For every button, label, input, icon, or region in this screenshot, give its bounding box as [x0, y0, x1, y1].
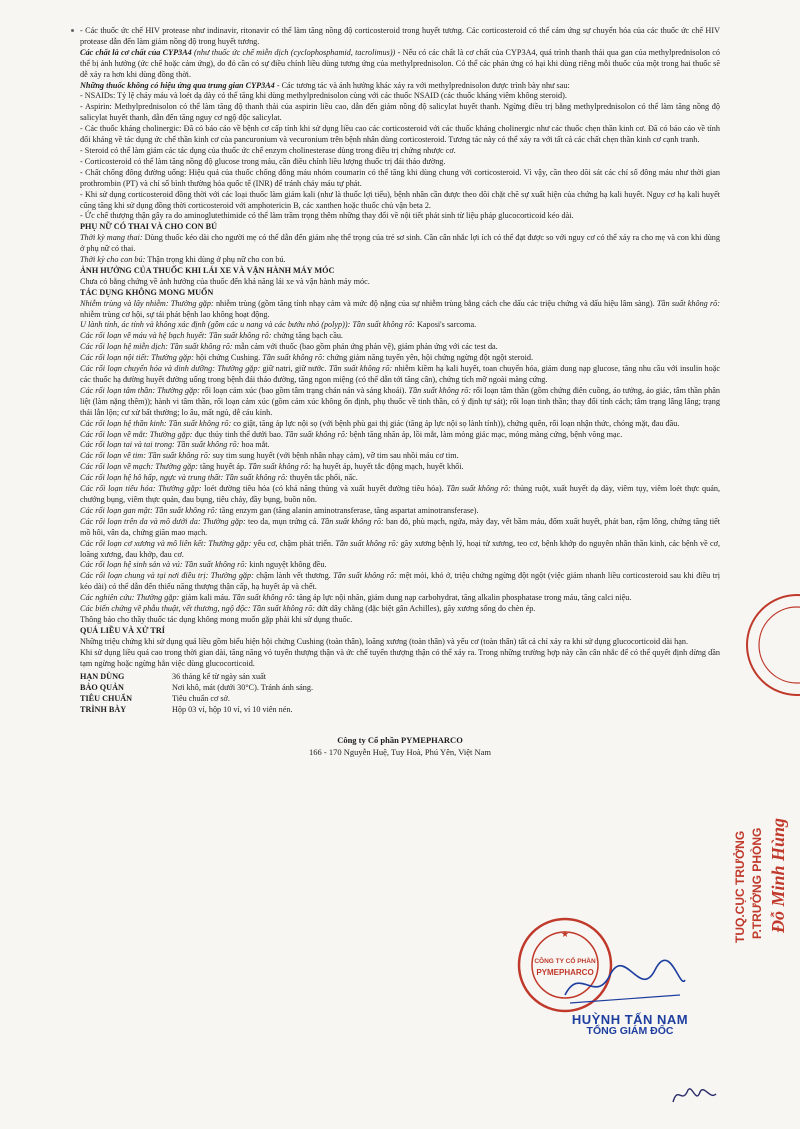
- text-run: loét đường tiêu hóa (có khả năng thủng và xuất huyết đường tiêu hóa).: [201, 484, 447, 494]
- text-run: Các rối loạn nội tiết: Thường gặp:: [80, 353, 194, 363]
- paragraph: [80, 146, 720, 157]
- text-run: Thời kỳ mang thai:: [80, 233, 143, 243]
- paragraph: [80, 430, 720, 441]
- text-run: Các rối loạn tâm thần: Thường gặp:: [80, 385, 200, 395]
- text-run: Kaposi's sarcoma.: [414, 320, 477, 330]
- paragraph: [80, 266, 720, 277]
- paragraph: [80, 211, 720, 222]
- paragraph: [80, 462, 720, 473]
- text-run: (như thuốc ức chế miễn dịch (cyclophosphamid, tacrolimus)): [191, 47, 398, 57]
- svg-text:CÔNG TY CỔ PHẦN: CÔNG TY CỔ PHẦN: [534, 958, 596, 965]
- text-run: Các rối loạn chuyển hóa và dinh dưỡng: Thường gặp:: [80, 364, 261, 374]
- text-run: Các rối loạn hệ sinh sản và vú: Tần suất không rõ:: [80, 560, 248, 570]
- text-run: Các rối loạn trên da và mô dưới da: Thường gặp:: [80, 516, 246, 526]
- text-run: Tần suất không rõ:: [408, 385, 472, 395]
- paragraph: [80, 637, 720, 648]
- text-run: bệnh tăng nhãn áp, lồi mắt, làm mỏng giác mạc, mỏng màng cứng, bệnh võng mạc.: [347, 429, 623, 439]
- paragraph: [80, 190, 720, 212]
- text-run: hoa mắt.: [239, 440, 270, 450]
- text-run: teo da, mụn trứng cá.: [245, 516, 321, 526]
- signer-name: HUỲNH TẤN NAM: [571, 1012, 689, 1027]
- text-run: hội chứng Cushing.: [193, 353, 263, 363]
- text-run: Thận trọng khi dùng ở phụ nữ cho con bú.: [145, 255, 286, 265]
- paragraph: [80, 364, 720, 386]
- text-run: Các rối loạn hệ miễn dịch: Tần suất không rõ:: [80, 342, 233, 352]
- text-run: Khi sử dụng liều quá cao trong thời gian dài, tăng năng vỏ tuyến thượng thận và ức chế tuyến thượng thận có thể xảy ra. Trong những trường hợp này cần cân nhắc để có thể quyết định dừng dần tạm ngừng hoặc ngừng hẳn việc dùng glucocorticoid.: [80, 647, 720, 668]
- paragraph: [80, 593, 720, 604]
- paragraph: [80, 320, 720, 331]
- text-run: Tần suất không rõ:: [333, 571, 397, 581]
- info-value: 36 tháng kể từ ngày sản xuất: [172, 672, 267, 682]
- text-run: Các rối loạn hệ thần kinh: Tần suất không rõ:: [80, 418, 232, 428]
- paragraph: [80, 331, 720, 342]
- text-run: thủng ruột, xuất huyết dạ dày, viêm tụy, viêm loét thực quản, chướng bụng, viêm thực quản, đau bụng, tiêu chảy, đầy bụng, buồn nôn.: [80, 484, 721, 504]
- paragraph: [80, 571, 720, 593]
- info-row-storage: [80, 683, 720, 694]
- paragraph: [80, 506, 720, 517]
- info-value: Nơi khô, mát (dưới 30°C). Tránh ánh sáng.: [172, 683, 313, 693]
- text-run: - Ức chế thượng thận gây ra do aminoglutethimide có thể làm trầm trọng thêm những thay đổi về nội tiết phát sinh từ liệu pháp glucocorticoid kéo dài.: [80, 211, 574, 221]
- text-run: rối loạn cảm xúc (bao gồm tâm trạng chán nản và sảng khoái).: [199, 385, 409, 395]
- text-run: giữ natri, giữ nước.: [260, 364, 329, 374]
- text-run: hạ huyết áp, huyết tắc động mạch, huyết khối.: [310, 462, 464, 472]
- text-run: Các rối loạn tiêu hóa: Thường gặp:: [80, 484, 202, 494]
- text-run: - Corticosteroid có thể làm tăng nồng độ glucose trong máu, cần điều chỉnh liều lượng thuốc trị đái tháo đường.: [80, 156, 446, 166]
- text-run: Tần suất không rõ:: [285, 429, 348, 439]
- signature-scribble: [560, 955, 690, 1010]
- paragraph: [80, 277, 720, 288]
- paragraph: [80, 222, 720, 233]
- text-run: - Khi sử dụng corticosteroid đồng thời với các loại thuốc làm giảm kali (như là thuốc lợi tiểu), bệnh nhân cần được theo dõi chặt chẽ sự xuất hiện của chứng hạ kali huyết. Nguy cơ hạ kali huyết cũng tăng khi sử dụng đồng thời corticosteroid với amphotericin B, các xanthen hoặc thuốc chủ vận beta 2.: [80, 189, 720, 210]
- paragraph: [80, 419, 720, 430]
- paragraph: [80, 473, 720, 484]
- text-run: Các rối loạn về mắt: Thường gặp:: [80, 429, 193, 439]
- info-row-expiry: [80, 672, 720, 683]
- text-run: suy tim sung huyết (với bệnh nhân nhạy cảm), vỡ tim sau nhồi máu cơ tim.: [210, 451, 459, 461]
- text-run: Tần suất không rõ:: [656, 298, 720, 308]
- text-run: chứng giảm năng tuyến yên, hội chứng ngừng đột ngột steroid.: [324, 353, 534, 363]
- paragraph: [80, 451, 720, 462]
- text-run: Các nghiên cứu: Thường gặp:: [80, 593, 180, 603]
- text-run: - Steroid có thể làm giảm các tác dụng của thuốc ức chế enzym cholinesterase dùng trong điều trị chứng nhược cơ.: [80, 145, 456, 155]
- text-run: Những thuốc không có hiệu ứng qua trung gian CYP3A4: [80, 80, 275, 90]
- text-run: Chưa có bằng chứng về ảnh hưởng của thuốc đến khả năng lái xe và vận hành máy móc.: [80, 276, 370, 286]
- text-run: Nhiễm trùng và lây nhiễm: Thường gặp:: [80, 298, 214, 308]
- text-run: - Các tương tác và ảnh hưởng khác xảy ra với methylprednisolon được trình bày như sau:: [274, 80, 570, 90]
- paragraph: [80, 26, 720, 48]
- text-run: Các rối loạn về mạch: Thường gặp:: [80, 462, 198, 472]
- paragraph: [80, 560, 720, 571]
- text-run: chậm lành vết thương.: [253, 571, 334, 581]
- svg-text:★: ★: [560, 929, 570, 939]
- approval-stamp: [730, 705, 800, 965]
- text-run: Tần suất không rõ:: [446, 484, 511, 494]
- text-run: đục thủy tinh thể dưới bao.: [192, 429, 285, 439]
- paragraph: [80, 440, 720, 451]
- paragraph: [80, 288, 720, 299]
- text-run: Các rối loạn gan mật: Tần suất không rõ:: [80, 505, 218, 515]
- paragraph: [80, 233, 720, 255]
- paragraph: [80, 91, 720, 102]
- company-address: 166 - 170 Nguyễn Huệ, Tuy Hoà, Phú Yên, Việt Nam: [309, 747, 491, 758]
- paragraph: [80, 615, 720, 626]
- text-run: - Các thuốc kháng cholinergic: Đã có báo cáo về bệnh cơ cấp tính khi sử dụng liều cao các corticosteroid với các thuốc kháng cholinergic như các thuốc chẹn thần kinh cơ. Đã có báo cáo về tính đối kháng về tác dụng ức chế thần kinh cơ của pancuronium và vecuronium trên bệnh nhân dùng corticosteroid. Tương tác này có thể xảy ra với tất cả các chất chẹn thần kinh cơ cạnh tranh.: [80, 124, 720, 145]
- text-run: chứng tăng bạch cầu.: [271, 331, 343, 341]
- text-run: mẫn cảm với thuốc (bao gồm phản ứng phản vệ), giảm phản ứng với các test da.: [232, 342, 498, 352]
- text-run: Các biến chứng về phẫu thuật, vết thương, ngộ độc: Tần suất không rõ:: [80, 604, 316, 614]
- section-heading: ẢNH HƯỞNG CỦA THUỐC KHI LÁI XE VÀ VẬN HÀNH MÁY MÓC: [80, 265, 335, 275]
- paragraph: [80, 539, 720, 561]
- text-run: Tần suất không rõ:: [320, 516, 384, 526]
- text-run: nhiễm trùng cơ hội, sự tái phát bệnh lao không hoạt động.: [80, 309, 270, 319]
- text-run: co giật, tăng áp lực nội sọ (với bệnh phù gai thị giác (tăng áp lực nội sọ lành tính)), chứng quên, rối loạn nhận thức, chóng mặt, đau đầu.: [231, 418, 680, 428]
- text-run: Những triệu chứng khi sử dụng quá liều gồm biểu hiện hội chứng Cushing (toàn thân), loãng xương (toàn thân) và yếu cơ (toàn thân) tất cả chỉ xảy ra khi sử dụng glucocorticoid dài hạn.: [80, 636, 689, 646]
- text-run: Thông báo cho thầy thuốc tác dụng không mong muốn gặp phải khi sử dụng thuốc.: [80, 614, 353, 624]
- text-run: nhiễm trùng (gồm tăng tính nhạy cảm và mức độ nặng của sự nhiễm trùng bằng cách che dấu các triệu chứng và dấu hiệu lâm sàng).: [213, 298, 657, 308]
- paragraph: [80, 517, 720, 539]
- paragraph: [80, 48, 720, 81]
- text-run: gãy xương bệnh lý, hoại tử xương, teo cơ, bệnh khớp do nguyên nhân thần kinh, các bệnh về cơ, loãng xương, đau khớp, đau cơ.: [80, 538, 720, 559]
- paragraph: [80, 353, 720, 364]
- text-run: Tần suất không rõ:: [232, 593, 295, 603]
- approval-line-2: P.TRƯỞNG PHÒNG: [750, 827, 764, 939]
- text-run: kinh nguyệt không đều.: [247, 560, 327, 570]
- company-footer: [80, 734, 720, 758]
- text-run: đứt dây chằng (đặc biệt gân Achilles), gãy xương sống do chèn ép.: [315, 604, 536, 614]
- paragraph: [80, 157, 720, 168]
- text-run: Các rối loạn chung và tại nơi điều trị: Thường gặp:: [80, 571, 254, 581]
- company-name: Công ty Cổ phần PYMEPHARCO: [337, 735, 463, 746]
- text-content: [80, 26, 720, 669]
- paragraph: [80, 648, 720, 670]
- text-run: Tần suất không rõ:: [248, 462, 311, 472]
- text-run: - Nếu có các chất là cơ chất của CYP3A4, quá trình thanh thải qua gan của methylprednisolon có thể bị ảnh hưởng (ức chế hoặc cảm ứng), do đó cần có sự điều chỉnh liều dùng tương ứng của methylprednisolon. Có thể các phản ứng có hại khi dùng riêng mỗi thuốc của một trong hai thuốc sẽ dễ xảy ra hơn khi dùng đồng thời.: [80, 47, 721, 79]
- initials-scribble: [670, 1080, 720, 1110]
- document-body: [80, 26, 720, 758]
- paragraph: [80, 484, 720, 506]
- text-run: Thời kỳ cho con bú:: [80, 255, 146, 265]
- paragraph: [80, 81, 720, 92]
- info-value: Hộp 03 vỉ, hộp 10 vỉ, vỉ 10 viên nén.: [172, 705, 293, 715]
- text-run: Tần suất không rõ:: [335, 538, 399, 548]
- text-run: Các chất là cơ chất của CYP3A4: [80, 47, 192, 57]
- section-heading: PHỤ NỮ CÓ THAI VÀ CHO CON BÚ: [80, 222, 217, 232]
- text-run: ban đỏ, phù mạch, ngứa, mày đay, vết bầm máu, đốm xuất huyết, phát ban, rậm lông, chứng tăng tiết mồ hôi, vân da, chứng giãn mao mạch.: [80, 516, 721, 537]
- text-run: yếu cơ, chậm phát triển.: [251, 538, 336, 548]
- info-value: Tiêu chuẩn cơ sở.: [172, 694, 230, 704]
- paragraph: [80, 124, 720, 146]
- paragraph: [80, 102, 720, 124]
- text-run: Các rối loạn về máu và hệ bạch huyết: Tần suất không rõ:: [80, 331, 272, 341]
- text-run: Tần suất không rõ:: [328, 364, 393, 374]
- text-run: nhiễm kiềm hạ kali huyết, toan chuyển hóa, giảm dung nạp glucose, tăng nhu cầu với insulin hoặc các thuốc hạ đường huyết đường uống trong bệnh đái tháo đường, tăng ngon miệng (có thể dẫn tới tăng cân), chứng tích mỡ ngoài màng cứng.: [80, 364, 720, 384]
- info-key: BẢO QUẢN: [80, 683, 124, 693]
- paragraph: [80, 299, 720, 321]
- paragraph: [80, 604, 720, 615]
- text-run: U lành tính, ác tính và không xác định (gồm các u nang và các bướu nhỏ (polyp)): Tần suất không rõ:: [80, 320, 415, 330]
- product-info: [80, 672, 720, 716]
- scan-mark: [71, 29, 74, 32]
- partial-seal: [735, 590, 800, 700]
- text-run: Các rối loạn về tim: Tần suất không rõ:: [80, 451, 211, 461]
- info-key: TIÊU CHUẨN: [80, 694, 133, 704]
- text-run: Các rối loạn cơ xương và mô liên kết: Thường gặp:: [80, 538, 252, 548]
- section-heading: QUÁ LIỀU VÀ XỬ TRÍ: [80, 625, 165, 635]
- text-run: mệt mỏi, khó ở, triệu chứng ngừng đột ngột (việc giảm nhanh liều corticosteroid sau khi điều trị kéo dài) có thể dẫn đến thiếu năng thượng thận cấp, hạ huyết áp và chết.: [80, 571, 721, 592]
- text-run: - Chất chống đông đường uống: Hiệu quả của thuốc chống đông máu nhóm coumarin có thể tăng khi dùng chung với corticosteroid. Vì vậy, cần theo dõi sát các chỉ số đông máu như thời gian prothrombin (PT) và chỉ số bình thường hóa quốc tế (INR) để tránh chảy máu tự phát.: [80, 167, 720, 188]
- info-key: HẠN DÙNG: [80, 672, 125, 682]
- paragraph: [80, 255, 720, 266]
- text-run: giảm kali máu.: [179, 593, 233, 603]
- text-run: Các rối loạn hệ hô hấp, ngực và trung thất: Tần suất không rõ:: [80, 473, 288, 483]
- info-row-packaging: [80, 705, 720, 716]
- text-run: tăng enzym gan (tăng alanin aminotransferase, tăng aspartat aminotransferase).: [217, 505, 479, 515]
- section-heading: TÁC DỤNG KHÔNG MONG MUỐN: [80, 287, 214, 297]
- text-run: - NSAIDs: Tỷ lệ chảy máu và loét dạ dày có thể tăng khi dùng methylprednisolon cùng với các thuốc NSAID (các thuốc kháng viêm không steroid).: [80, 91, 567, 101]
- svg-text:PYMEPHARCO: PYMEPHARCO: [536, 968, 594, 977]
- paragraph: [80, 342, 720, 353]
- paragraph: [80, 168, 720, 190]
- signer-title: TỔNG GIÁM ĐỐC: [586, 1025, 674, 1037]
- text-run: Dùng thuốc kéo dài cho người mẹ có thể dẫn đến giảm nhẹ thể trọng của trẻ sơ sinh. Cần cân nhắc lợi ích có thể đạt được so với nguy cơ có thể xảy ra cho mẹ và con khi dùng ở phụ nữ có thai.: [80, 233, 720, 254]
- signer-block: [560, 1012, 700, 1037]
- paragraph: [80, 386, 720, 419]
- approval-line-1: TUQ.CỤC TRƯỞNG: [733, 830, 747, 943]
- text-run: - Các thuốc ức chế HIV protease như indinavir, ritonavir có thể làm tăng nồng độ corticosteroid trong huyết tương. Các corticosteroid có thể cảm ứng sự chuyển hóa của các thuốc ức chế HIV protease dẫn đến làm giảm nồng độ trong huyết tương.: [80, 26, 720, 46]
- info-key: TRÌNH BÀY: [80, 705, 127, 715]
- approval-signature: Đỗ Minh Hùng: [768, 817, 788, 933]
- text-run: tăng huyết áp.: [198, 462, 249, 472]
- paragraph: [80, 626, 720, 637]
- text-run: Các rối loạn tai và tai trong: Tần suất không rõ:: [80, 440, 240, 450]
- text-run: rối loạn tâm thần (gồm chứng điên cuồng, ảo tưởng, ảo giác, tâm thần phân liệt (làm nặng thêm)); hành vi tâm thần, rối loạn cảm xúc (gồm cảm xúc không ổn định, phụ thuốc về tinh thần, có ý định tự sát); rối loạn tinh thần; thay đổi tính cách; tâm trạng lâng lâng; trạng thái lẫn lộn; cư xử bất thường; lo âu, mất ngủ, dễ cáu kỉnh.: [80, 385, 720, 417]
- text-run: Tần suất không rõ:: [262, 353, 325, 363]
- text-run: thuyên tắc phổi, nấc.: [287, 473, 358, 483]
- info-row-standard: [80, 694, 720, 705]
- text-run: tăng áp lực nội nhãn, giảm dung nạp carbohydrat, tăng alkalin phosphatase trong máu, tăng calci niệu.: [294, 593, 632, 603]
- text-run: - Aspirin: Methylprednisolon có thể làm tăng độ thanh thải của aspirin liều cao, dẫn đến giảm nồng độ salicylat huyết thanh. Ngừng điều trị bằng methylprednisolon có thể làm tăng nồng độ salicylat huyết thanh, dẫn đến tăng nguy cơ ngộ độc salicylat.: [80, 102, 720, 123]
